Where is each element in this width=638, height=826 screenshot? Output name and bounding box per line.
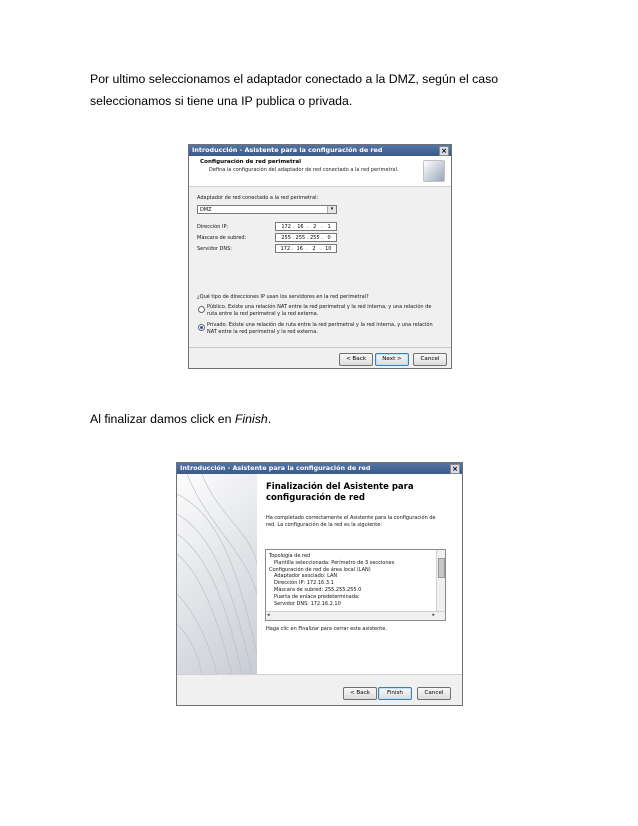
finish-paragraph — [90, 408, 560, 430]
list-item: Adaptador asociado: LAN — [274, 573, 338, 580]
ip-label: Dirección IP: — [197, 224, 229, 230]
cancel-button[interactable]: Cancel — [413, 353, 447, 366]
intro-paragraph: Por ultimo seleccionamos el adaptador conectado a la DMZ, según el caso seleccionamos si tiene una IP publica o privada. — [90, 72, 499, 108]
dialog-title: Introducción - Asistente para la configuración de red — [192, 146, 383, 154]
next-button[interactable]: Next > — [375, 353, 409, 366]
finish-period: . — [267, 412, 272, 426]
subnet-mask-field[interactable]: 255 . 255 . 255 . 0 — [275, 233, 337, 242]
finish-hint: Haga clic en Finalizar para cerrar este asistente. — [266, 626, 387, 632]
finish-text: Al finalizar damos click en — [90, 412, 235, 426]
adapter-select[interactable] — [197, 205, 337, 214]
wizard-side-banner — [177, 474, 257, 674]
wizard-content-panel — [257, 474, 462, 674]
public-option-label: Público. Existe una relación NAT entre la red perimetral y la red interna, y una relación de ruta entre la red perimetral y la red externa. — [207, 304, 432, 317]
dialog-titlebar — [189, 145, 451, 156]
scroll-left-icon[interactable]: ◂ — [267, 612, 270, 618]
chevron-down-icon[interactable]: ▾ — [327, 206, 336, 213]
dmz-config-dialog — [188, 144, 452, 369]
decorative-swirl-graphic — [177, 474, 257, 674]
scroll-thumb[interactable] — [438, 558, 445, 578]
dialog-titlebar — [177, 463, 462, 474]
dialog-title: Introducción - Asistente para la configuración de red — [180, 464, 371, 472]
adapter-label: Adaptador de red conectado a la red perimetral: — [197, 195, 319, 201]
public-radio[interactable] — [198, 306, 205, 313]
completion-text: Ha completado correctamente el Asistente para la configuración de red. La configuración de la red es la siguiente: — [266, 515, 436, 528]
finish-emphasis: Finish — [234, 412, 268, 426]
private-radio[interactable] — [198, 324, 205, 331]
back-button[interactable]: < Back — [343, 687, 377, 700]
horizontal-scrollbar[interactable] — [266, 611, 445, 620]
close-icon[interactable]: × — [450, 464, 460, 474]
list-item: Servidor DNS: 172.16.2.10 — [274, 600, 341, 607]
list-item: Topología de red — [269, 553, 311, 559]
wizard-icon — [423, 160, 445, 182]
wizard-completion-dialog — [176, 462, 463, 706]
footer-divider — [189, 347, 451, 348]
vertical-scrollbar[interactable] — [436, 550, 445, 612]
dialog-header — [189, 156, 452, 187]
list-item: Configuración de red de área local (LAN) — [269, 566, 371, 573]
dialog-footer — [177, 674, 462, 706]
adapter-value: DMZ — [200, 207, 212, 213]
back-button[interactable]: < Back — [339, 353, 373, 366]
list-item: Dirección IP: 172.16.3.1 — [274, 580, 334, 587]
header-subtitle: Defina la configuración del adaptador de red conectado a la red perimetral. — [209, 167, 399, 173]
mask-label: Máscara de subred: — [197, 235, 247, 241]
dns-server-field[interactable]: 172 . 16 . 2 . 10 — [275, 244, 337, 253]
list-item: Máscara de subred: 255.255.255.0 — [274, 587, 362, 593]
completion-heading: Finalización del Asistente para configuración de red — [266, 482, 414, 503]
ip-address-field[interactable]: 172 . 16 . 2 . 1 — [275, 222, 337, 231]
dns-label: Servidor DNS: — [197, 246, 232, 252]
finish-button[interactable]: Finish — [378, 687, 412, 700]
header-title: Configuración de red perimetral — [200, 159, 302, 165]
private-option-label: Privado. Existe una relación de ruta entre la red perimetral y la red interna, y una relación NAT entre la red perimetral y la red externa. — [207, 322, 433, 335]
cancel-button[interactable]: Cancel — [417, 687, 451, 700]
close-icon[interactable]: × — [439, 146, 449, 156]
list-item: Puerta de enlace predeterminada: — [274, 593, 360, 600]
scroll-right-icon[interactable]: ▸ — [432, 612, 435, 618]
summary-listbox[interactable] — [265, 549, 446, 621]
ip-type-question: ¿Qué tipo de direcciones IP usan los servidores en la red perimetral? — [197, 294, 369, 300]
list-item: Plantilla seleccionada: Perímetro de 3 secciones — [274, 559, 395, 566]
